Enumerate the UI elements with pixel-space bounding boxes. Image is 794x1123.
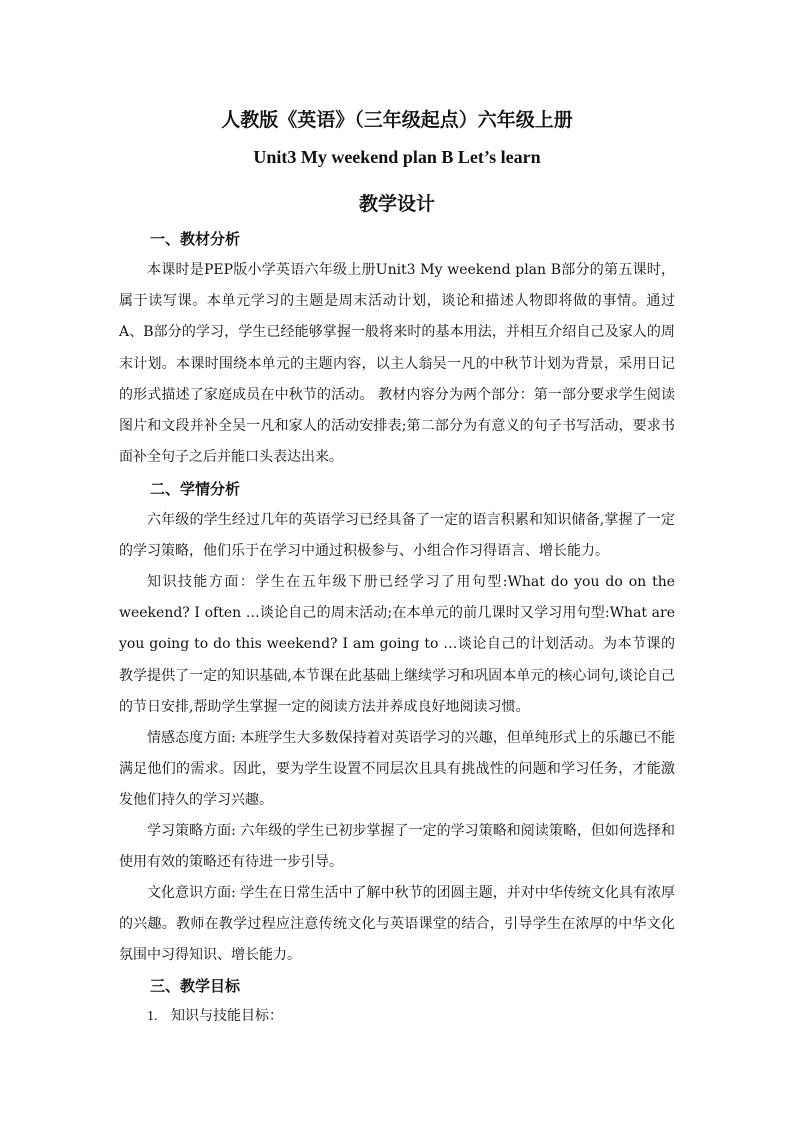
list-item-number: 1. [147, 1009, 158, 1024]
document-title: 人教版《英语》（三年级起点）六年级上册 [221, 109, 573, 131]
section-heading-teaching-objectives: 三、教学目标 [150, 977, 241, 995]
paragraph: 学习策略方面: 六年级的学生已初步掌握了一定的学习策略和阅读策略，但如何选择和使用有效的策略还有待进一步引导。 [119, 823, 675, 871]
list-item [147, 1005, 283, 1025]
paragraph: 本课时是PEP版小学英语六年级上册Unit3 My weekend plan B部分的第五课时，属于读写课。本单元学习的主题是周末活动计划，谈论和描述人物即将做的事情。通过A、B部分的学习，学生已经能够掌握一般将来时的基本用法，并相互介绍自己及家人的周末计划。本课时围绕本单元的主题内容，以主人翁吴一凡的中秋节计划为背景，采用日记的形式描述了家庭成员在中秋节的活动。 教材内容分为两个部分：第一部分要求学生阅读图片和文段并补全吴一凡和家人的活动安排表;第二部分为有意义的句子书写活动，要求书面补全句子之后并能口头表达出来。 [119, 262, 675, 466]
list-item-text: 知识与技能目标： [171, 1008, 283, 1024]
paragraph: 文化意识方面: 学生在日常生活中了解中秋节的团圆主题，并对中华传统文化具有浓厚的兴趣。教师在教学过程应注意传统文化与英语课堂的结合，引导学生在浓厚的中华文化氛围中习得知识、增长能力。 [119, 885, 675, 964]
paragraph: 六年级的学生经过几年的英语学习已经具备了一定的语言积累和知识储备,掌握了一定的学习策略，他们乐于在学习中通过积极参与、小组合作习得语言、增长能力。 [119, 512, 675, 560]
section-heading-textbook-analysis: 一、教材分析 [150, 230, 241, 248]
section-heading-student-analysis: 二、学情分析 [150, 480, 241, 498]
paragraph: 情感态度方面: 本班学生大多数保持着对英语学习的兴趣，但单纯形式上的乐趣已不能满足他们的需求。因此，要为学生设置不同层次且具有挑战性的问题和学习任务，才能激发他们持久的学习兴趣。 [119, 730, 675, 809]
document-subtitle: Unit3 My weekend plan B Let’s learn [253, 147, 541, 167]
paragraph: 知识技能方面：学生在五年级下册已经学习了用句型:What do you do on the weekend? I often …谈论自己的周末活动;在本单元的前几课时又学习用句型:What are you going to do this weekend? I am going to …谈论自己的计划活动。为本节课的教学提供了一定的知识基础,本节课在此基础上继续学习和巩固本单元的核心词句,谈论自己的节日安排,帮助学生掌握一定的阅读方法并养成良好地阅读习惯。 [119, 574, 675, 715]
document-type-title: 教学设计 [358, 193, 435, 215]
